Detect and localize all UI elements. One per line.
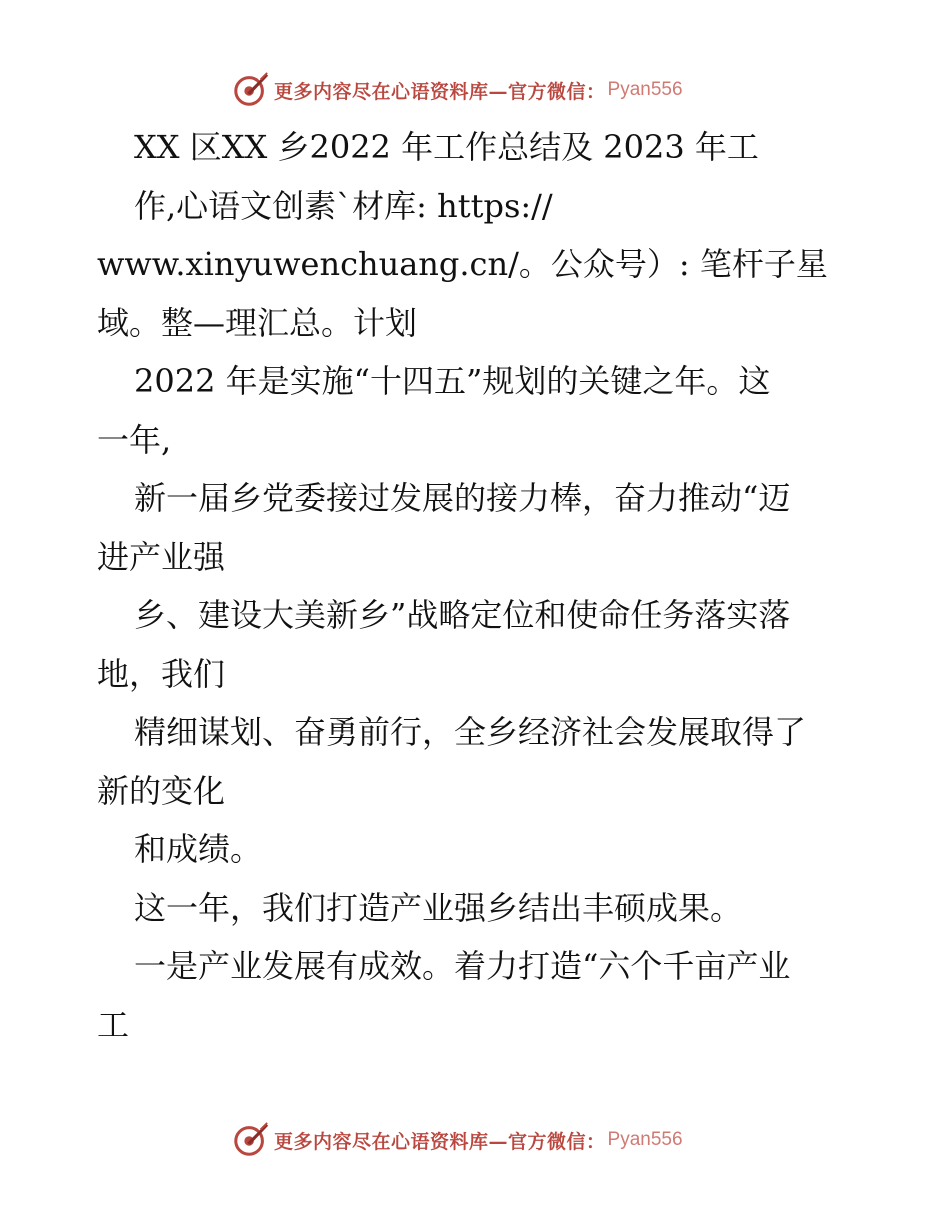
text-line: 和成绩。 bbox=[134, 830, 263, 868]
quill-logo-icon bbox=[232, 71, 270, 109]
text-line: 域。整—理汇总。计划 bbox=[97, 303, 418, 342]
quill-logo-icon bbox=[232, 1121, 270, 1159]
text-line: 这一年，我们打造产业强乡结出丰硕成果。 bbox=[134, 888, 743, 927]
footer-banner bbox=[232, 1120, 683, 1160]
text-line: 作,心语文创素`材库: https:// bbox=[134, 186, 553, 225]
banner-wechat-id: Pyan556 bbox=[607, 1129, 683, 1150]
document-body bbox=[97, 118, 867, 1054]
text-line: 一是产业发展有成效。着力打造“六个千亩产业 bbox=[134, 947, 791, 985]
text-line: 乡、建设大美新乡”战略定位和使命任务落实落 bbox=[134, 596, 791, 634]
text-line: XX 区XX 乡2022 年工作总结及 2023 年工 bbox=[134, 128, 759, 166]
text-line: 新的变化 bbox=[97, 771, 226, 810]
text-line: www.xinyuwenchuang.cn/。公众号）: 笔杆子星 bbox=[97, 245, 828, 283]
text-line: 2022 年是实施“十四五”规划的关键之年。这 bbox=[134, 362, 771, 400]
text-line: 进产业强 bbox=[97, 537, 226, 576]
text-line: 地，我们 bbox=[97, 654, 226, 693]
text-line: 工 bbox=[97, 1005, 130, 1044]
banner-wechat-id: Pyan556 bbox=[607, 79, 683, 100]
banner-text: 更多内容尽在心语资料库—官方微信： bbox=[274, 80, 606, 103]
text-line: 一年, bbox=[97, 420, 172, 459]
header-banner bbox=[232, 70, 683, 110]
text-line: 新一届乡党委接过发展的接力棒，奋力推动“迈 bbox=[134, 479, 791, 517]
banner-text: 更多内容尽在心语资料库—官方微信： bbox=[274, 1130, 606, 1153]
text-line: 精细谋划、奋勇前行，全乡经济社会发展取得了 bbox=[134, 713, 807, 751]
